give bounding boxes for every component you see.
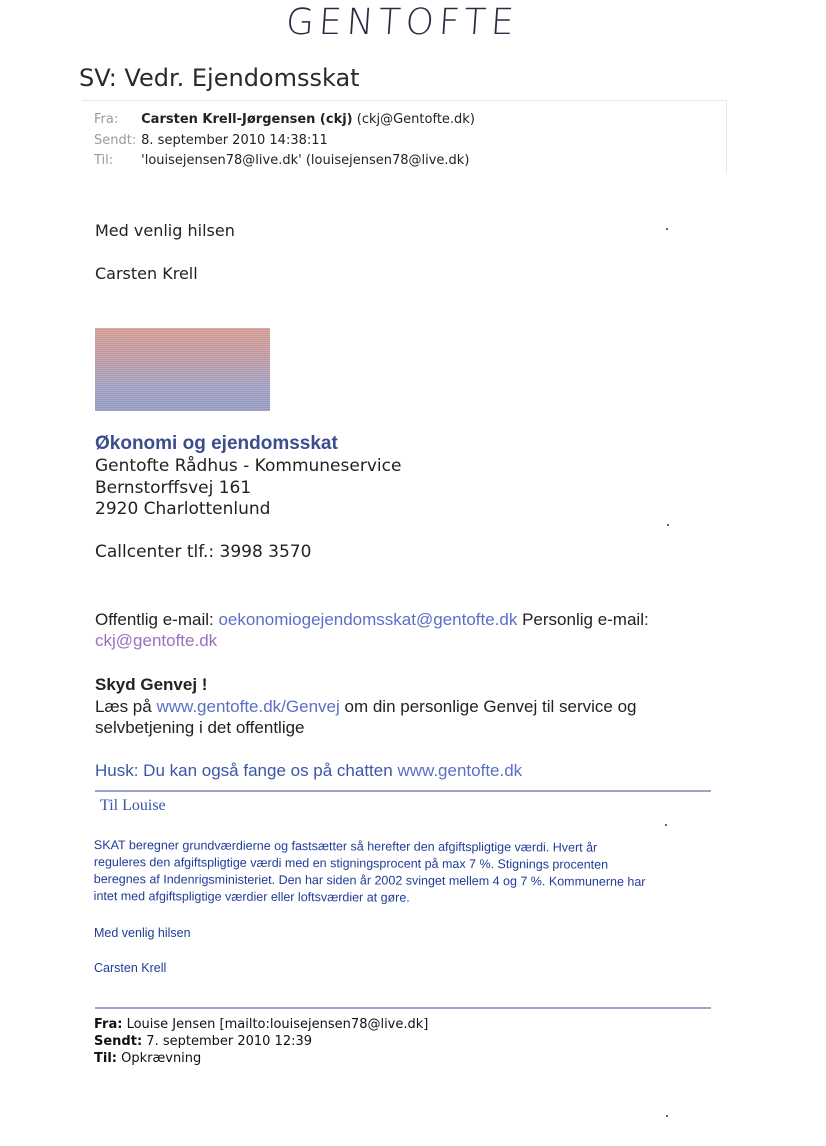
- reply-line: reguleres den afgiftspligtige værdi med en stigningsprocent på max 7 %. Stignings procenten: [93, 854, 609, 872]
- reply-line: intet med afgiftspligtige værdier eller loftsværdier at gøre.: [93, 888, 410, 905]
- header-from-row: [94, 112, 475, 127]
- divider: [95, 790, 711, 792]
- reply-salutation: Til Louise: [100, 797, 166, 814]
- signature-name: Carsten Krell: [95, 264, 198, 283]
- shortcut-prefix: Læs på: [95, 697, 152, 716]
- public-email-line: [95, 610, 649, 630]
- scan-speck: [665, 824, 667, 826]
- sent-label: Sendt:: [94, 133, 137, 148]
- signature-image: [95, 328, 270, 411]
- email-subject: SV: Vedr. Ejendomsskat: [79, 64, 360, 92]
- shortcut-suffix: om din personlige Genvej til service og: [344, 697, 637, 716]
- reply-line: SKAT beregner grundværdierne og fastsætter så herefter den afgiftspligtige værdi. Hvert år: [93, 838, 598, 855]
- email-header: [82, 100, 727, 173]
- greeting: Med venlig hilsen: [95, 221, 235, 240]
- fwd-to-value: Opkrævning: [121, 1051, 202, 1066]
- header-to-row: [94, 153, 469, 168]
- personal-email-line: [95, 631, 217, 651]
- forwarded-from-row: [94, 1017, 428, 1032]
- shortcut-line-2: selvbetjening i det offentlige: [95, 718, 305, 737]
- street-address: Bernstorffsvej 161: [95, 478, 252, 498]
- chat-notice-text: Husk: Du kan også fange os på chatten: [95, 761, 393, 780]
- public-email-link[interactable]: oekonomiogejendomsskat@gentofte.dk: [218, 610, 518, 629]
- from-label: Fra:: [94, 112, 119, 127]
- header-sent-row: [94, 133, 328, 148]
- fwd-to-label: Til:: [94, 1051, 117, 1066]
- forwarded-to-row: [94, 1051, 201, 1066]
- divider: [95, 1007, 711, 1009]
- scan-speck: [666, 1115, 668, 1117]
- fwd-sent-label: Sendt:: [94, 1034, 143, 1049]
- city-address: 2920 Charlottenlund: [95, 499, 271, 519]
- public-email-label: Offentlig e-mail:: [95, 610, 214, 629]
- chat-notice: [95, 761, 522, 781]
- callcenter-phone: Callcenter tlf.: 3998 3570: [95, 542, 312, 562]
- reply-name: Carsten Krell: [94, 961, 167, 975]
- personal-email-link[interactable]: ckj@gentofte.dk: [95, 631, 218, 650]
- shortcut-title: Skyd Genvej !: [95, 675, 208, 694]
- office-name: Gentofte Rådhus - Kommuneservice: [95, 456, 402, 476]
- fwd-from-value[interactable]: Louise Jensen [mailto:louisejensen78@live.dk]: [126, 1017, 429, 1032]
- shortcut-link[interactable]: www.gentofte.dk/Genvej: [156, 697, 340, 716]
- chat-link[interactable]: www.gentofte.dk: [397, 761, 523, 780]
- scan-speck: [667, 524, 669, 526]
- fwd-sent-value: 7. september 2010 12:39: [146, 1034, 313, 1049]
- sent-value: 8. september 2010 14:38:11: [141, 133, 328, 148]
- fwd-from-label: Fra:: [94, 1017, 123, 1032]
- scan-speck: [666, 228, 668, 230]
- shortcut-line: [95, 697, 636, 717]
- department-name: Økonomi og ejendomsskat: [95, 433, 338, 454]
- recipient[interactable]: 'louisejensen78@live.dk' (louisejensen78@live.dk): [141, 153, 470, 168]
- sender-name: Carsten Krell-Jørgensen (ckj): [141, 112, 353, 127]
- handwritten-note: GENTOFTE: [284, 2, 521, 43]
- personal-email-label: Personlig e-mail:: [522, 610, 649, 629]
- reply-body: [94, 837, 734, 908]
- reply-closing: Med venlig hilsen: [94, 926, 191, 940]
- to-label: Til:: [94, 153, 114, 168]
- sender-email[interactable]: (ckj@Gentofte.dk): [356, 112, 475, 127]
- reply-line: beregnes af Indenrigsministeriet. Den har siden år 2002 svinget mellem 4 og 7 %. Kommunerne har: [93, 871, 646, 889]
- forwarded-sent-row: [94, 1034, 312, 1049]
